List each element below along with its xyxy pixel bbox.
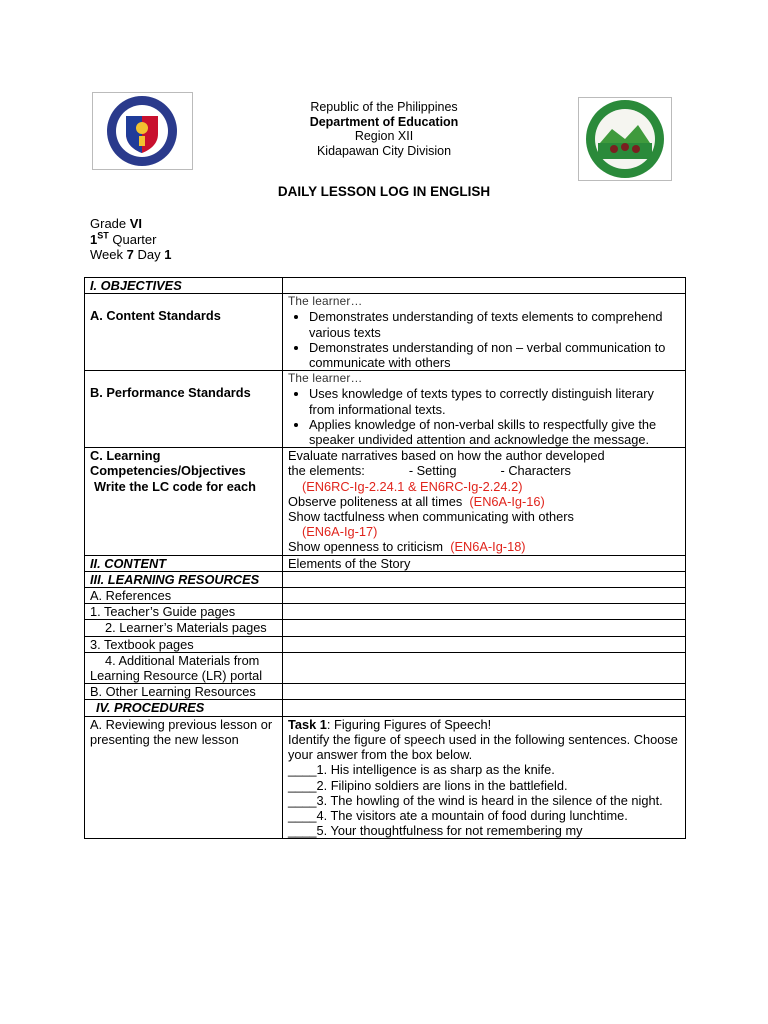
row-other-resources — [85, 684, 686, 700]
row-objectives — [85, 278, 686, 294]
list-item: ____3. The howling of the wind is heard in the silence of the night. — [288, 792, 663, 808]
row-performance-standards — [85, 371, 686, 448]
additional-materials-label: 4. Additional Materials from Learning Resource (LR) portal — [85, 652, 283, 683]
list-item: ____2. Filipino soldiers are lions in the battlefield. — [288, 777, 568, 793]
objectives-heading: I. OBJECTIVES — [85, 278, 283, 294]
row-learners-materials — [85, 620, 686, 636]
textbook-label: 3. Textbook pages — [85, 636, 283, 652]
list-item: • Applies knowledge of non-verbal skills to respectfully give the speaker undivided attention and acknowledge the message. — [309, 417, 680, 447]
other-resources-label: B. Other Learning Resources — [85, 684, 283, 700]
header-department: Department of Education — [309, 114, 459, 129]
quarter-line: 1ST Quarter — [90, 230, 157, 247]
document-title: DAILY LESSON LOG IN ENGLISH — [277, 184, 491, 199]
deped-seal-left — [92, 92, 193, 170]
week-day-line: Week 7 Day 1 — [90, 247, 172, 262]
list-item: • Uses knowledge of texts types to correctly distinguish literary from informational texts. — [309, 386, 680, 416]
competencies-label: C. Learning Competencies/Objectives Write the LC code for each — [85, 448, 283, 555]
teachers-guide-label: 1. Teacher’s Guide pages — [85, 604, 283, 620]
content-standards-label: A. Content Standards — [85, 294, 283, 371]
row-procedures — [85, 700, 686, 716]
grade-line: Grade VI — [90, 216, 143, 231]
row-references — [85, 588, 686, 604]
lc-code: (EN6RC-Ig-2.24.1 & EN6RC-Ig-2.24.2) — [302, 478, 523, 494]
row-textbook — [85, 636, 686, 652]
procedures-heading: IV. PROCEDURES — [85, 700, 283, 716]
deped-division-seal-right — [578, 97, 672, 181]
list-item: • Demonstrates understanding of non – verbal communication to communicate with others — [309, 340, 680, 370]
row-content-standards — [85, 294, 686, 371]
references-label: A. References — [85, 588, 283, 604]
row-competencies: C. Learning Competencies/Objectives Write the LC code for each Evaluate narratives based on how the author developed the elements: - Setting - Characters (EN6RC-Ig-2.24.1 & EN6RC-Ig-2.24.2) Observe politeness at all times (EN6A-Ig-16) Show tactfulness when communicating with others (EN6A-Ig-17) Show openness to criticism (EN6A-Ig-18) — [85, 448, 686, 555]
lesson-meta — [90, 216, 171, 263]
list-item: • Demonstrates understanding of texts elements to comprehend various texts — [309, 309, 680, 339]
document-header — [240, 100, 528, 158]
list-item: ____5. Your thoughtfulness for not remembering my — [288, 823, 583, 839]
learners-materials-label: 2. Learner’s Materials pages — [85, 620, 283, 636]
content-standards-intro: The learner… — [288, 294, 363, 309]
list-item: ____4. The visitors ate a mountain of food during lunchtime. — [288, 807, 628, 823]
lc-code: (EN6A-Ig-16) — [469, 493, 545, 509]
list-item: ____1. His intelligence is as sharp as the knife. — [288, 762, 555, 778]
header-republic: Republic of the Philippines — [310, 100, 458, 114]
lc-code: (EN6A-Ig-17) — [302, 524, 378, 540]
header-division: Kidapawan City Division — [316, 143, 452, 158]
row-additional-materials — [85, 652, 686, 683]
task-instruction: Identify the figure of speech used in the following sentences. Choose your answer from the box below. — [288, 731, 678, 763]
performance-standards-intro: The learner… — [288, 371, 363, 386]
lc-code: (EN6A-Ig-18) — [450, 539, 526, 555]
lesson-log-table — [84, 277, 686, 839]
row-learning-resources — [85, 571, 686, 587]
row-teachers-guide — [85, 604, 686, 620]
learning-resources-heading: III. LEARNING RESOURCES — [85, 571, 283, 587]
review-label: A. Reviewing previous lesson or presenting the new lesson — [85, 716, 283, 839]
performance-standards-label: B. Performance Standards — [85, 371, 283, 448]
content-heading: II. CONTENT — [85, 555, 283, 571]
header-region: Region XII — [354, 129, 414, 143]
content-value: Elements of the Story — [283, 555, 686, 571]
row-content — [85, 555, 686, 571]
row-review — [85, 716, 686, 839]
task-title: Task 1: Figuring Figures of Speech! — [288, 716, 492, 732]
